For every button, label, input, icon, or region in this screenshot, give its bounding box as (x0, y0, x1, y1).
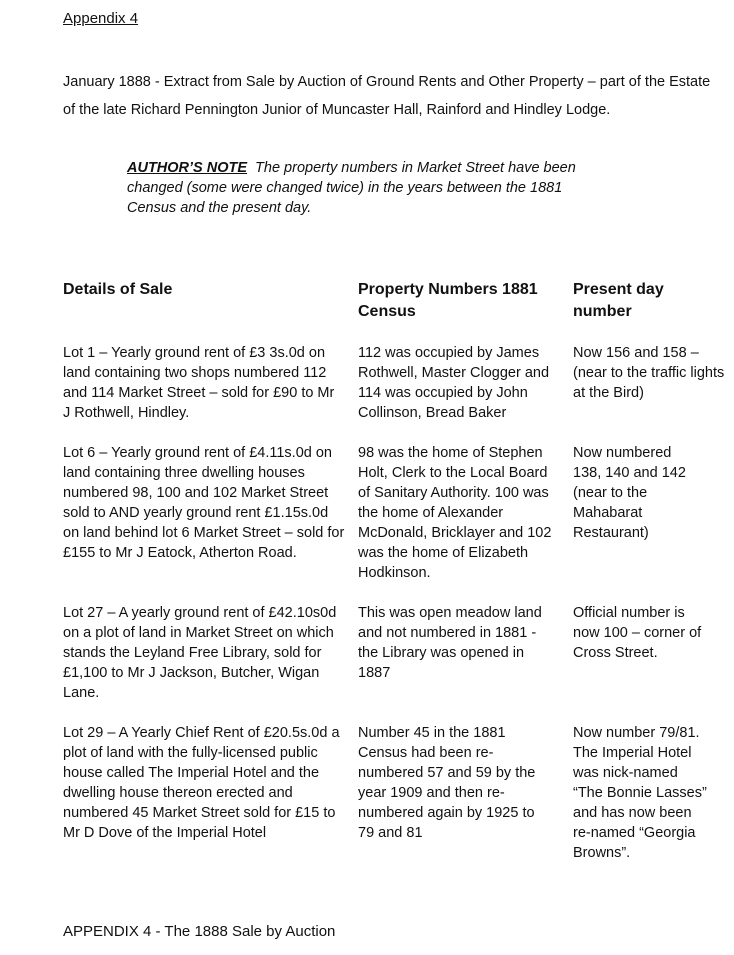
table-row-property-numbers: Number 45 in the 1881 Census had been re-numbered 57 and 59 by the year 1909 and then re-numbered again by 1925 to 79 and 81 (358, 725, 536, 841)
intro-paragraph: January 1888 - Extract from Sale by Auction of Ground Rents and Other Property – part of the Estate of the late Richard Pennington Junior of Muncaster Hall, Rainford and Hindley Lodge. (63, 74, 711, 118)
table-row-present-day: Official number is now 100 – corner of Cross Street. (573, 605, 702, 661)
header-property-numbers: Property Numbers 1881 Census (358, 281, 538, 320)
table-row-present-day: Now numbered 138, 140 and 142 (near to the Mahabarat Restaurant) (573, 445, 686, 541)
header-present-day: Present day number (573, 281, 664, 320)
authors-note-label: AUTHOR’S NOTE (127, 160, 248, 176)
header-details-of-sale: Details of Sale (63, 281, 173, 298)
table-row-details: Lot 27 – A yearly ground rent of £42.10s0d on a plot of land in Market Street on which stands the Leyland Free Library, sold for £1,100 to Mr J Jackson, Butcher, Wigan Lane. (63, 605, 337, 701)
table-row-details: Lot 29 – A Yearly Chief Rent of £20.5s.0d a plot of land with the fully-licensed public house called The Imperial Hotel and the dwelling house thereon erected and numbered 45 Market Street sold for £15 to Mr D Dove of the Imperial Hotel (63, 725, 340, 841)
page-footer: APPENDIX 4 - The 1888 Sale by Auction (63, 923, 336, 940)
table-row-details: Lot 6 – Yearly ground rent of £4.11s.0d on land containing three dwelling houses numbered 98, 100 and 102 Market Street sold to AND yearly ground rent £1.15s.0d on land behind lot 6 Market Street – sold for £155 to Mr J Eatock, Atherton Road. (63, 445, 345, 561)
table-row-present-day: Now number 79/81. The Imperial Hotel was nick-named “The Bonnie Lasses” and has now been re-named “Georgia Browns”. (573, 725, 707, 861)
table-row-property-numbers: 98 was the home of Stephen Holt, Clerk to the Local Board of Sanitary Authority. 100 was the home of Alexander McDonald, Bricklayer and 102 was the home of Elizabeth Hodkinson. (358, 445, 552, 581)
authors-note (127, 158, 607, 218)
appendix-title: Appendix 4 (63, 10, 139, 27)
authors-note-text: The property numbers in Market Street have been changed (some were changed twice) in the years between the 1881 Census and the present day. (127, 160, 576, 216)
table-row-property-numbers: This was open meadow land and not numbered in 1881 - the Library was opened in 1887 (358, 605, 542, 681)
table-row-present-day: Now 156 and 158 – (near to the traffic lights at the Bird) (573, 345, 725, 401)
table-row-property-numbers: 112 was occupied by James Rothwell, Master Clogger and 114 was occupied by John Collinson, Bread Baker (358, 345, 550, 421)
table-row-details: Lot 1 – Yearly ground rent of £3 3s.0d on land containing two shops numbered 112 and 114 Market Street – sold for £90 to Mr J Rothwell, Hindley. (63, 345, 335, 421)
